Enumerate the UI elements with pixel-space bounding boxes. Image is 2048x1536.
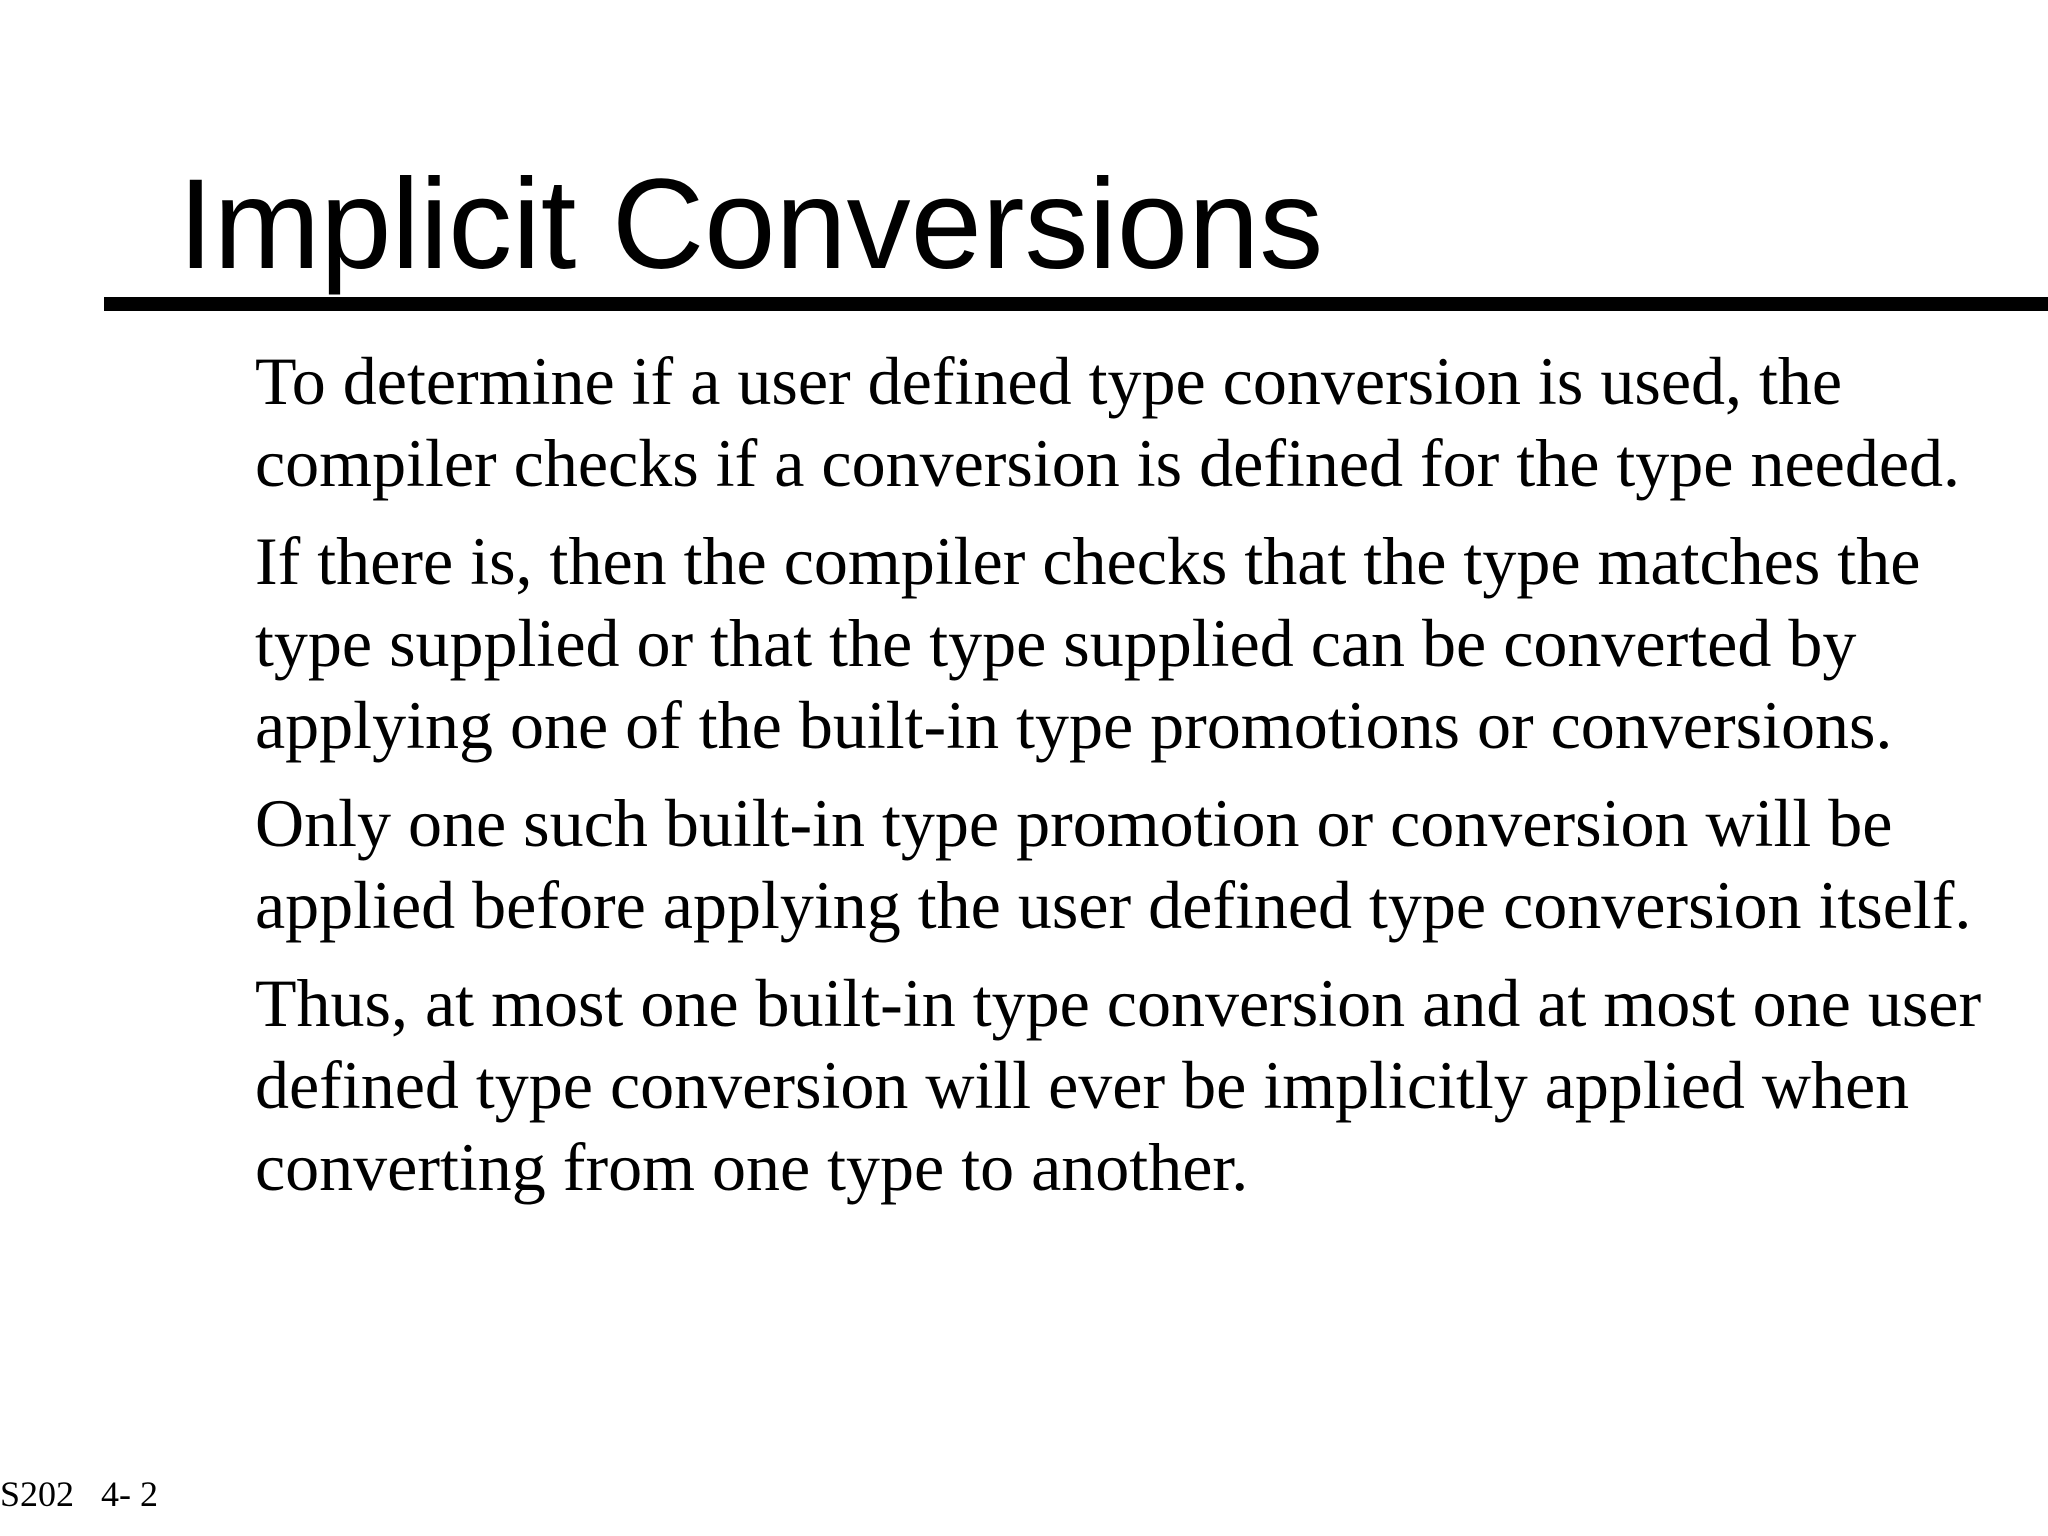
- slide-title: Implicit Conversions: [178, 153, 1324, 296]
- slide-footer-label: S202 4- 2: [0, 1474, 159, 1514]
- paragraph-3: Only one such built-in type promotion or conversion will be applied before applying the user defined type conversion itself.: [255, 785, 1972, 943]
- title-underline-rule: [104, 297, 2048, 311]
- paragraph-4: Thus, at most one built-in type conversion and at most one user defined type conversion will ever be implicitly applied when converting from one type to another.: [255, 965, 1982, 1205]
- slide-body: [255, 340, 2015, 1224]
- paragraph-1: To determine if a user defined type conversion is used, the compiler checks if a conversion is defined for the type needed.: [255, 343, 1961, 501]
- paragraph-2: If there is, then the compiler checks that the type matches the type supplied or that the type supplied can be converted by applying one of the built-in type promotions or conversions.: [255, 523, 1921, 763]
